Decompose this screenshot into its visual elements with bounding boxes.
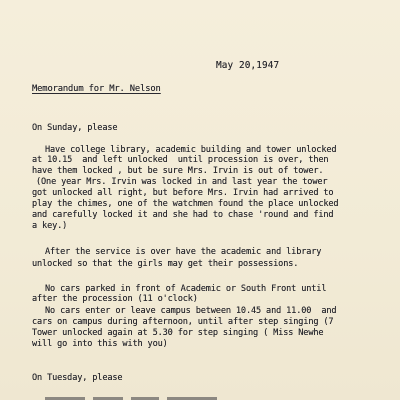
memo-date: May 20,1947 xyxy=(216,60,280,71)
paragraph-line: No cars parked in front of Academic or South Front until xyxy=(45,284,327,294)
paragraph-line: after the procession (11 o'clock) xyxy=(32,294,198,304)
paragraph-line: (One year Mrs. Irvin was locked in and last year the tower xyxy=(36,177,328,187)
section-heading-sunday: On Sunday, please xyxy=(32,123,118,133)
paragraph-line: unlocked so that the girls may get their possessions. xyxy=(32,259,299,269)
paragraph-line: play the chimes, one of the watchmen found the place unlocked xyxy=(32,199,339,209)
paragraph-line: and carefully locked it and she had to chase 'round and find xyxy=(32,210,334,220)
paragraph-line: at 10.15 and left unlocked until procession is over, then xyxy=(32,155,329,165)
paragraph-line: have them locked , but be sure Mrs. Irvin is out of tower. xyxy=(32,166,324,176)
paragraph-line: Tower unlocked again at 5.30 for step singing ( Miss Newhe xyxy=(32,328,324,338)
paragraph-line: After the service is over have the academic and library xyxy=(45,247,322,257)
paragraph-line: Have college library, academic building and tower unlocked xyxy=(45,145,337,155)
paragraph-line: No cars enter or leave campus between 10.45 and 11.00 and xyxy=(45,306,337,316)
section-heading-tuesday: On Tuesday, please xyxy=(32,373,123,383)
paragraph-line: got unlocked all right, but before Mrs. Irvin had arrived to xyxy=(32,188,334,198)
memo-title: Memorandum for Mr. Nelson xyxy=(32,84,161,94)
cut-off-line-fragment xyxy=(45,395,225,400)
paragraph-line: a key.) xyxy=(32,221,68,231)
paragraph-line: cars on campus during afternoon, until after step singing (7 xyxy=(32,317,334,327)
paragraph-line: will go into this with you) xyxy=(32,339,168,349)
